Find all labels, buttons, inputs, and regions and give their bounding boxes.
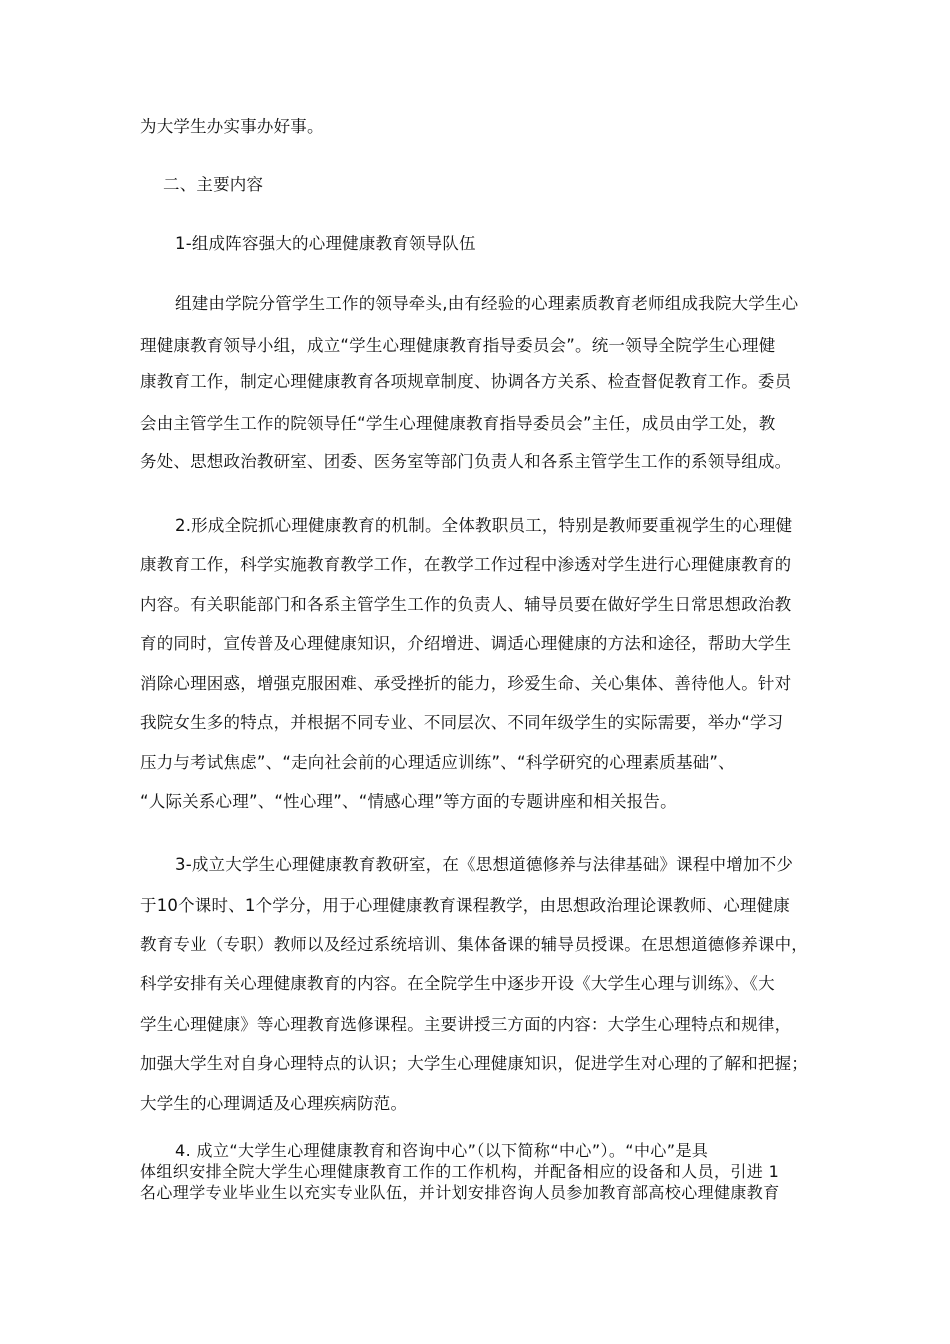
- item1-line: 组建由学院分管学生工作的领导牵头,由有经验的心理素质教育老师组成我院大学生心: [175, 294, 799, 313]
- item2-line: 我院女生多的特点，并根据不同专业、不同层次、不同年级学生的实际需要，举办“学习: [140, 713, 784, 732]
- item3-line: 加强大学生对自身心理特点的认识；大学生心理健康知识，促进学生对心理的了解和把握；: [140, 1054, 808, 1073]
- item1-line: 务处、思想政治教研室、团委、医务室等部门负责人和各系主管学生工作的系领导组成。: [140, 452, 792, 471]
- item1-line: 会由主管学生工作的院领导任“学生心理健康教育指导委员会”主任，成员由学工处，教: [140, 414, 776, 433]
- item2-line: “人际关系心理”、“性心理”、“情感心理”等方面的专题讲座和相关报告。: [140, 792, 677, 811]
- item1-heading: 1-组成阵容强大的心理健康教育领导队伍: [175, 234, 476, 253]
- item3-line: 于10个课时、1个学分，用于心理健康教育课程教学，由思想政治理论课教师、心理健康: [140, 896, 790, 915]
- section-heading: 二、主要内容: [163, 175, 264, 194]
- item2-line: 消除心理困惑，增强克服困难、承受挫折的能力，珍爱生命、关心集体、善待他人。针对: [140, 674, 792, 693]
- item4-line: 4. 成立“大学生心理健康教育和咨询中心”（以下简称“中心”）。“中心”是具: [175, 1141, 709, 1160]
- item2-line: 压力与考试焦虑”、“走向社会前的心理适应训练”、“科学研究的心理素质基础”、: [140, 753, 735, 772]
- item4-line: 体组织安排全院大学生心理健康教育工作的工作机构，并配备相应的设备和人员，引进 1: [140, 1162, 780, 1181]
- item3-line: 3-成立大学生心理健康教育教研室，在《思想道德修养与法律基础》课程中增加不少: [175, 855, 794, 874]
- item1-line: 理健康教育领导小组，成立“学生心理健康教育指导委员会”。统一领导全院学生心理健: [140, 336, 776, 355]
- item3-line: 科学安排有关心理健康教育的内容。在全院学生中逐步开设《大学生心理与训练》、《大: [140, 974, 775, 993]
- item3-line: 学生心理健康》等心理教育选修课程。主要讲授三方面的内容：大学生心理特点和规律，: [140, 1015, 792, 1034]
- item4-line: 名心理学专业毕业生以充实专业队伍，并计划安排咨询人员参加教育部高校心理健康教育: [140, 1183, 780, 1202]
- intro-tail: 为大学生办实事办好事。: [140, 117, 324, 136]
- item2-line: 2.形成全院抓心理健康教育的机制。全体教职员工，特别是教师要重视学生的心理健: [175, 516, 793, 535]
- item2-line: 内容。有关职能部门和各系主管学生工作的负责人、辅导员要在做好学生日常思想政治教: [140, 595, 792, 614]
- item2-line: 育的同时，宣传普及心理健康知识，介绍增进、调适心理健康的方法和途径，帮助大学生: [140, 634, 792, 653]
- item2-line: 康教育工作，科学实施教育教学工作，在教学工作过程中渗透对学生进行心理健康教育的: [140, 555, 792, 574]
- item3-line: 教育专业（专职）教师以及经过系统培训、集体备课的辅导员授课。在思想道德修养课中，: [140, 935, 808, 954]
- item1-line: 康教育工作，制定心理健康教育各项规章制度、协调各方关系、检查督促教育工作。委员: [140, 372, 792, 391]
- item3-line: 大学生的心理调适及心理疾病防范。: [140, 1094, 408, 1113]
